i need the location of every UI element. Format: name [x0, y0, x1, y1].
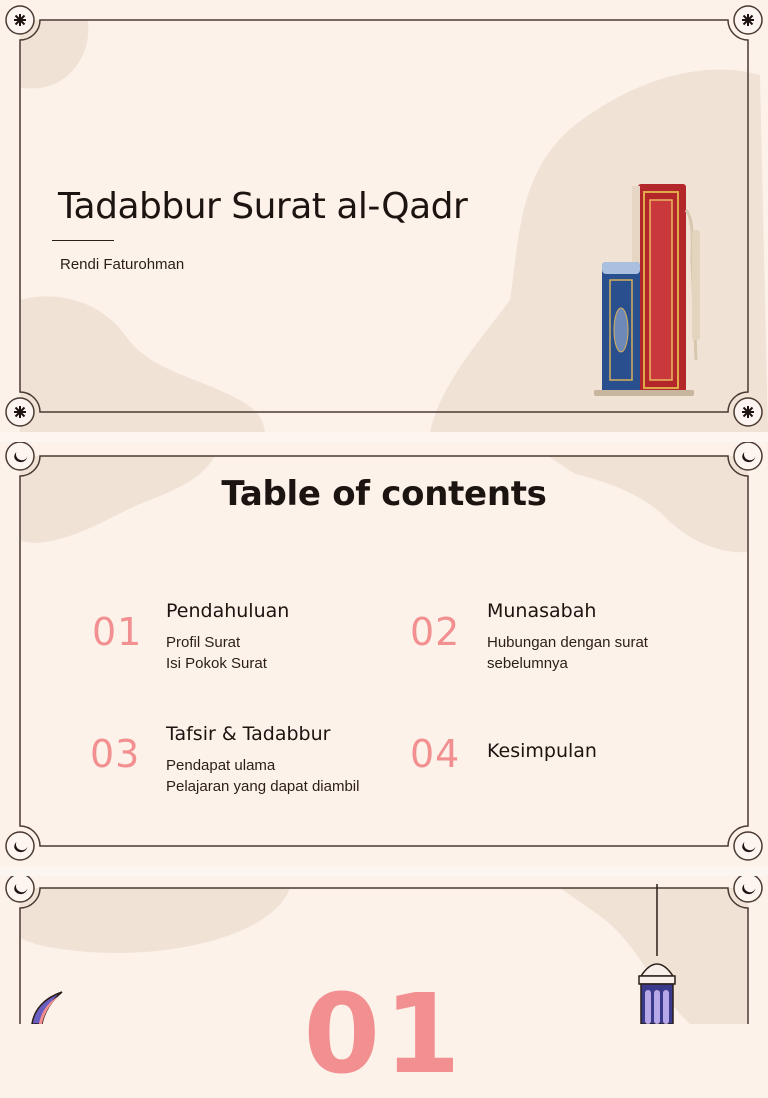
toc-heading: Pendahuluan: [166, 600, 290, 622]
toc-number: 02: [410, 610, 461, 654]
toc-subitem: Isi Pokok Surat: [166, 655, 267, 672]
toc-subitem: sebelumnya: [487, 655, 568, 672]
slide-gap: [0, 866, 768, 876]
toc-subitem: Pelajaran yang dapat diambil: [166, 778, 360, 795]
crescent-moon-icon: [738, 836, 758, 856]
slide-gap: [0, 432, 768, 442]
quran-books-illustration: [588, 180, 708, 400]
author-name: Rendi Faturohman: [60, 256, 185, 273]
title-divider: [52, 240, 114, 241]
toc-heading: Kesimpulan: [487, 740, 597, 762]
star-ornament-icon: [738, 10, 758, 30]
toc-heading: Tafsir & Tadabbur: [166, 723, 331, 745]
crescent-moon-icon: [10, 836, 30, 856]
toc-subitem: Profil Surat: [166, 634, 241, 651]
toc-number: 03: [90, 732, 141, 776]
crescent-moon-icon: [738, 878, 758, 898]
lantern-icon: [630, 884, 684, 1024]
toc-subitem: Pendapat ulama: [166, 757, 276, 774]
slide-title[interactable]: [0, 0, 768, 432]
section-number: 01: [303, 970, 465, 1098]
toc-number: 01: [92, 610, 143, 654]
crescent-moon-icon: [10, 446, 30, 466]
toc-heading: Munasabah: [487, 600, 597, 622]
presentation-title: Tadabbur Surat al-Qadr: [58, 186, 468, 227]
star-ornament-icon: [10, 402, 30, 422]
toc-title: Table of contents: [221, 474, 547, 514]
toc-subitem: Hubungan dengan surat: [487, 634, 648, 651]
star-ornament-icon: [738, 402, 758, 422]
crescent-moon-icon: [738, 446, 758, 466]
crescent-decoration-icon: [26, 990, 66, 1024]
star-ornament-icon: [10, 10, 30, 30]
toc-number: 04: [410, 732, 461, 776]
crescent-moon-icon: [10, 878, 30, 898]
